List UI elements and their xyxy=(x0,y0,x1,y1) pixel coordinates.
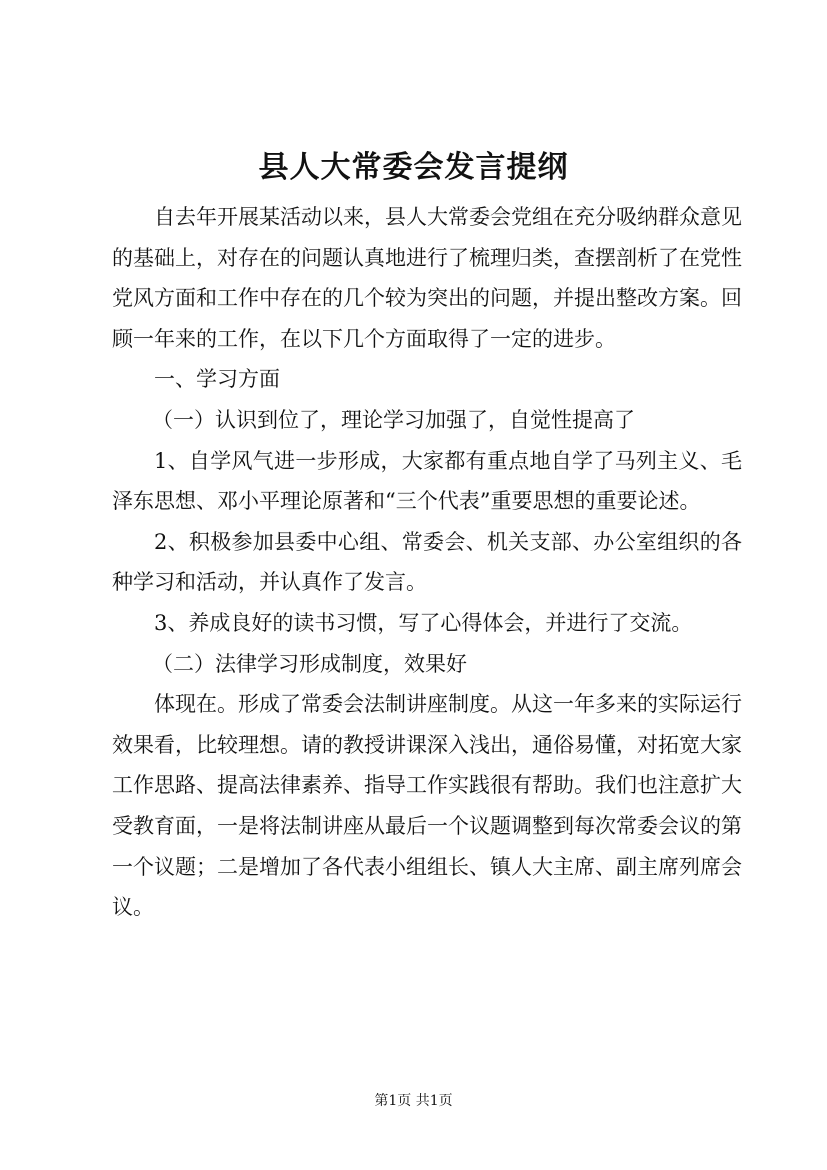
list-item-1: 1、自学风气进一步形成，大家都有重点地自学了马列主义、毛泽东思想、邓小平理论原著和“三个代表”重要思想的重要论述。 xyxy=(112,448,742,514)
law-study-paragraph: 体现在。形成了常委会法制讲座制度。从这一年多来的实际运行效果看，比较理想。请的教授讲课深入浅出，通俗易懂，对拓宽大家工作思路、提高法律素养、指导工作实践很有帮助。我们也注意扩大受教育面，一是将法制讲座从最后一个议题调整到每次常委会议的第一个议题；二是增加了各代表小组组长、镇人大主席、副主席列席会议。 xyxy=(112,692,742,920)
page-footer: 第1页 共1页 xyxy=(374,1093,453,1109)
section-heading-study: 一、学习方面 xyxy=(154,367,280,392)
subsection-heading-2: （二）法律学习形成制度，效果好 xyxy=(152,651,467,676)
list-item-2: 2、积极参加县委中心组、常委会、机关支部、办公室组织的各种学习和活动，并认真作了发言。 xyxy=(112,529,742,595)
document-title: 县人大常委会发言提纲 xyxy=(258,150,569,185)
subsection-heading-1: （一）认识到位了，理论学习加强了，自觉性提高了 xyxy=(152,407,635,432)
list-item-3: 3、养成良好的读书习惯，写了心得体会，并进行了交流。 xyxy=(154,610,693,635)
document-body xyxy=(112,197,742,928)
intro-paragraph: 自去年开展某活动以来，县人大常委会党组在充分吸纳群众意见的基础上，对存在的问题认真地进行了梳理归类，查摆剖析了在党性党风方面和工作中存在的几个较为突出的问题，并提出整改方案。回顾一年来的工作，在以下几个方面取得了一定的进步。 xyxy=(112,205,742,351)
